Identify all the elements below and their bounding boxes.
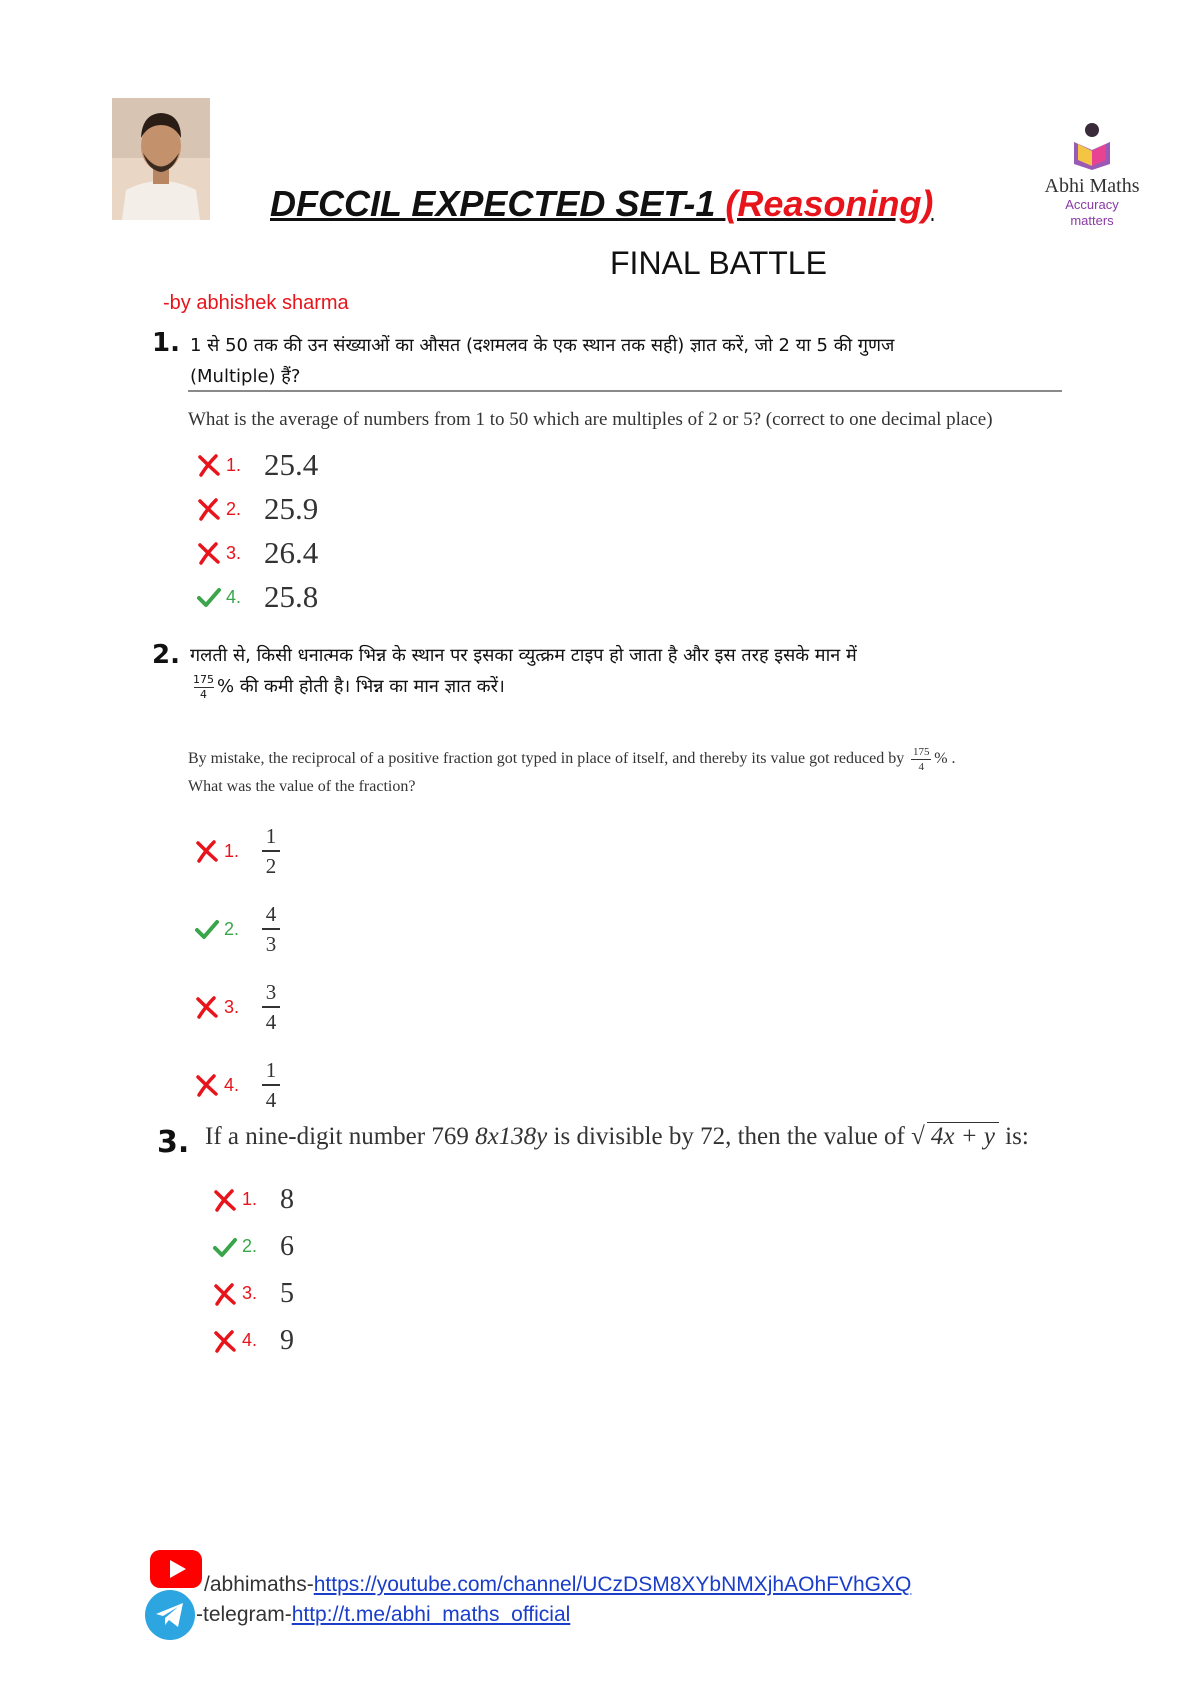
title-subject: (Reasoning) (725, 183, 934, 224)
question-2-hindi-line1: गलती से, किसी धनात्मक भिन्न के स्थान पर इसका व्युत्क्रम टाइप हो जाता है और इस तरह इसके मान में (190, 645, 857, 666)
percent-fraction (911, 746, 931, 773)
option-value: 25.9 (264, 491, 319, 526)
youtube-icon[interactable] (150, 1550, 202, 1588)
question-1-hindi (190, 330, 894, 392)
option-number: 3. (224, 996, 240, 1017)
cross-icon (212, 1328, 238, 1354)
option-number: 2. (224, 918, 240, 939)
cross-icon (194, 1072, 220, 1098)
question-2-options (194, 812, 280, 1124)
logo-tagline: Accuracy matters (1065, 197, 1119, 228)
option-number: 4. (226, 586, 242, 607)
option-number: 4. (242, 1330, 258, 1350)
question-1-english: What is the average of numbers from 1 to 50 which are multiples of 2 or 5? (correct to one decimal place) (188, 409, 993, 430)
logo-name: Abhi Maths (1044, 175, 1140, 197)
question-2-hindi (190, 640, 857, 702)
document-title (270, 183, 933, 225)
check-icon (196, 584, 222, 610)
cross-icon (196, 496, 222, 522)
option-value: 6 (280, 1230, 294, 1262)
check-icon (194, 916, 220, 942)
fraction-denominator: 4 (200, 687, 207, 701)
option-row (196, 575, 318, 619)
fraction-numerator: 3 (265, 980, 277, 1004)
option-fraction (262, 980, 280, 1034)
question-2-english-line1 (188, 745, 956, 773)
telegram-link[interactable]: http://t.me/abhi_maths_official (291, 1603, 571, 1626)
option-row (196, 443, 318, 487)
fraction-denominator: 3 (265, 932, 277, 956)
option-row (194, 890, 280, 968)
book-reader-icon (1070, 120, 1114, 170)
question-2-hindi-suffix: % की कमी होती है। भिन्न का मान ज्ञात करें। (217, 676, 505, 697)
option-number: 2. (226, 498, 242, 519)
option-number: 1. (242, 1189, 258, 1209)
option-row (212, 1270, 294, 1317)
option-row (196, 531, 318, 575)
divider (188, 390, 1062, 392)
question-3-suffix: is: (998, 1123, 1029, 1150)
option-row (212, 1223, 294, 1270)
question-3-prefix: If a nine-digit number 769 (205, 1123, 476, 1150)
question-1-hindi-line2: (Multiple) हैं? (190, 366, 301, 387)
fraction-denominator: 2 (265, 854, 277, 878)
question-3-options (212, 1176, 294, 1364)
option-number: 3. (242, 1283, 258, 1303)
fraction-denominator: 4 (265, 1010, 277, 1034)
option-number: 4. (224, 1074, 240, 1095)
option-value: 8 (280, 1183, 294, 1215)
option-row (212, 1176, 294, 1223)
question-2-number: 2. (152, 640, 180, 670)
option-row (212, 1317, 294, 1364)
percent-fraction (193, 674, 214, 701)
telegram-prefix: -telegram- (196, 1603, 292, 1626)
question-1-hindi-line1: 1 से 50 तक की उन संख्याओं का औसत (दशमलव के एक स्थान तक सही) ज्ञात करें, जो 2 या 5 की गुणज (190, 335, 895, 356)
youtube-link-row (204, 1573, 911, 1597)
option-value: 25.8 (264, 579, 319, 614)
youtube-prefix: /abhimaths- (204, 1573, 314, 1596)
fraction-numerator: 1 (265, 824, 277, 848)
fraction-numerator: 175 (193, 672, 214, 686)
option-number: 3. (226, 542, 242, 563)
question-3-root-expr: 4x + y (930, 1123, 995, 1150)
question-3-number: 3. (157, 1125, 190, 1160)
option-fraction (262, 1058, 280, 1112)
question-2-english (188, 745, 956, 801)
option-row (194, 1046, 280, 1124)
fraction-denominator: 4 (265, 1088, 277, 1112)
cross-icon (194, 994, 220, 1020)
fraction-numerator: 1 (265, 1058, 277, 1082)
question-2-english-suffix: % . (934, 750, 956, 767)
question-2-english-line2: What was the value of the fraction? (188, 778, 416, 795)
question-2-english-text: By mistake, the reciprocal of a positive fraction got typed in place of itself, and thereby its value got reduced by (188, 750, 905, 767)
abhi-maths-logo (1042, 120, 1142, 228)
question-3-middle: is divisible by 72, then the value of (547, 1123, 912, 1150)
fraction-denominator: 4 (918, 760, 924, 773)
youtube-link[interactable]: https://youtube.com/channel/UCzDSM8XYbNMXjhAOhFVhGXQ (313, 1573, 912, 1596)
cross-icon (212, 1187, 238, 1213)
question-3-text: If a nine-digit number 769 8x138y is divisible by 72, then the value of √ 4x + y is: (205, 1123, 1029, 1150)
option-value: 5 (280, 1277, 294, 1309)
cross-icon (212, 1281, 238, 1307)
option-number: 1. (226, 454, 242, 475)
option-row (196, 487, 318, 531)
question-2-hindi-line2 (190, 671, 857, 702)
title-main: DFCCIL EXPECTED SET-1 (270, 183, 726, 224)
check-icon (212, 1234, 238, 1260)
question-1-options (196, 443, 318, 619)
option-number: 1. (224, 840, 240, 861)
question-1-number: 1. (152, 328, 180, 358)
cross-icon (196, 540, 222, 566)
option-number: 2. (242, 1236, 258, 1256)
option-value: 9 (280, 1324, 294, 1356)
fraction-numerator: 175 (912, 745, 930, 758)
telegram-icon[interactable] (145, 1590, 195, 1640)
question-3-number-expr: 8x138y (475, 1123, 548, 1150)
option-fraction (262, 824, 280, 878)
option-row (194, 968, 280, 1046)
fraction-numerator: 4 (265, 902, 277, 926)
page-subtitle: FINAL BATTLE (610, 245, 827, 281)
telegram-link-row (196, 1603, 570, 1627)
cross-icon (196, 452, 222, 478)
author-photo (112, 98, 210, 220)
author-byline: -by abhishek sharma (163, 292, 349, 314)
cross-icon (194, 838, 220, 864)
option-fraction (262, 902, 280, 956)
option-row (194, 812, 280, 890)
option-value: 26.4 (264, 535, 319, 570)
option-value: 25.4 (264, 447, 319, 482)
